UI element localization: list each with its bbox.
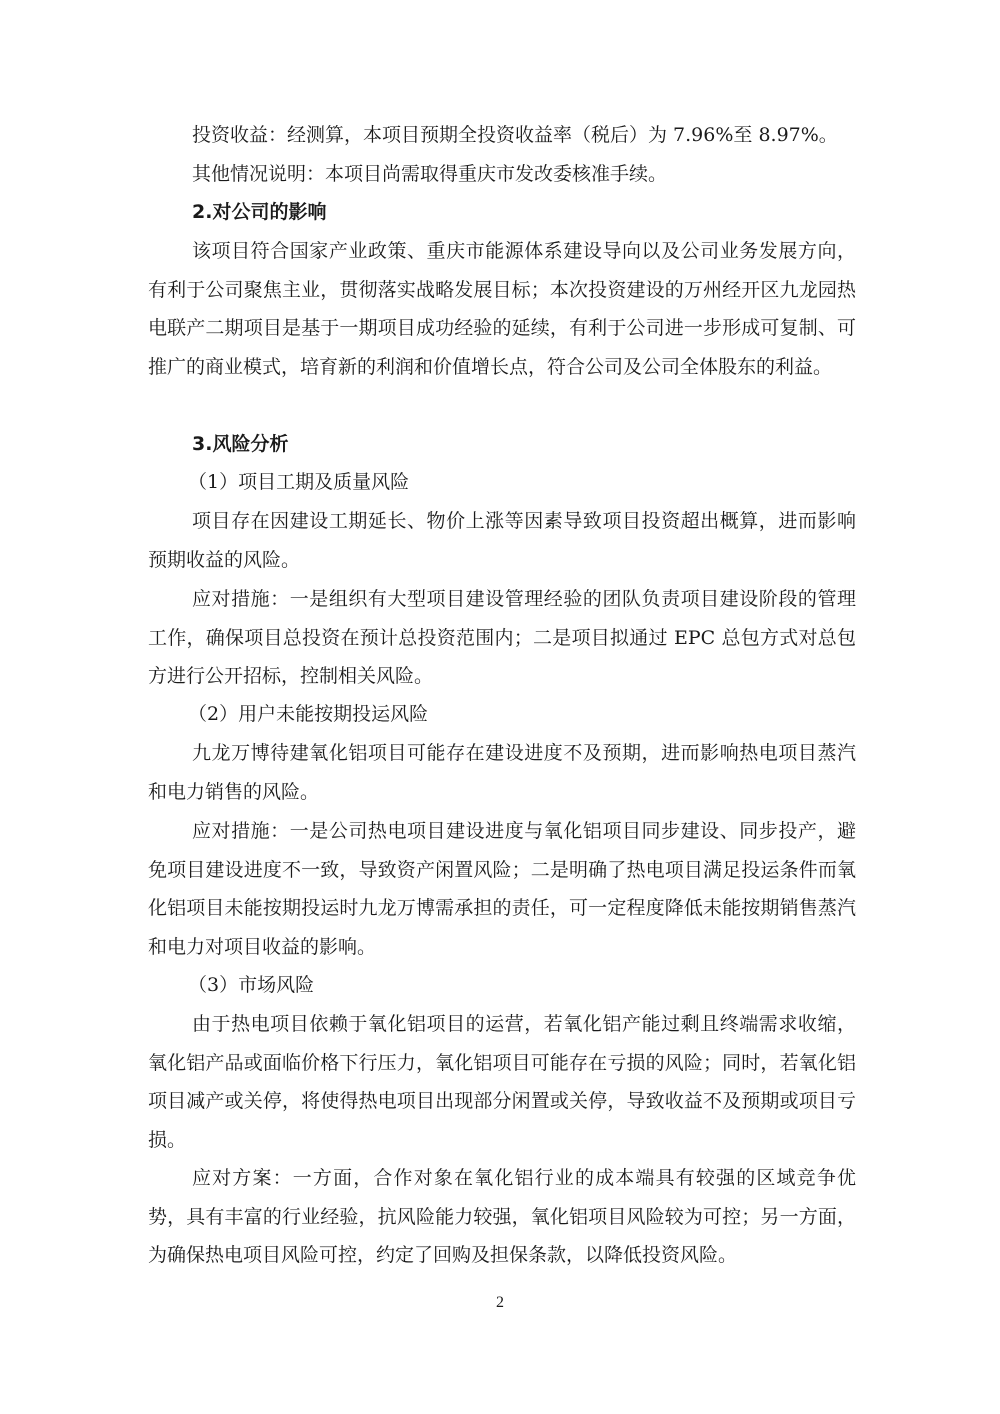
section-heading-company-impact: 2.对公司的影响 bbox=[192, 201, 327, 223]
user-delay-measures-paragraph: 应对措施：一是公司热电项目建设进度与氧化铝项目同步建设、同步投产，避免项目建设进度不一致，导致资产闲置风险；二是明确了热电项目满足投运条件而氧化铝项目未能按期投运时九龙万博需承担的责任，可一定程度降低未能按期销售蒸汽和电力对项目收益的影响。 bbox=[148, 820, 856, 958]
section-heading-risk-analysis: 3.风险分析 bbox=[192, 433, 289, 455]
subsection-heading-schedule-quality-risk: （1）项目工期及质量风险 bbox=[188, 471, 410, 493]
company-impact-paragraph: 该项目符合国家产业政策、重庆市能源体系建设导向以及公司业务发展方向，有利于公司聚焦主业，贯彻落实战略发展目标；本次投资建设的万州经开区九龙园热电联产二期项目是基于一期项目成功经验的延续，有利于公司进一步形成可复制、可推广的商业模式，培育新的利润和价值增长点，符合公司及公司全体股东的利益。 bbox=[148, 240, 856, 378]
market-risk-plan-paragraph: 应对方案：一方面，合作对象在氧化铝行业的成本端具有较强的区域竞争优势，具有丰富的行业经验，抗风险能力较强，氧化铝项目风险较为可控；另一方面，为确保热电项目风险可控，约定了回购及担保条款，以降低投资风险。 bbox=[148, 1167, 856, 1266]
user-delay-risk-paragraph: 九龙万博待建氧化铝项目可能存在建设进度不及预期，进而影响热电项目蒸汽和电力销售的风险。 bbox=[148, 742, 856, 803]
subsection-heading-user-delay-risk: （2）用户未能按期投运风险 bbox=[188, 703, 429, 725]
schedule-risk-measures-paragraph: 应对措施：一是组织有大型项目建设管理经验的团队负责项目建设阶段的管理工作，确保项目总投资在预计总投资范围内；二是项目拟通过 EPC 总包方式对总包方进行公开招标，控制相关风险。 bbox=[148, 588, 856, 687]
subsection-heading-market-risk: （3）市场风险 bbox=[188, 974, 315, 996]
page-number: 2 bbox=[496, 1294, 504, 1311]
market-risk-paragraph: 由于热电项目依赖于氧化铝项目的运营，若氧化铝产能过剩且终端需求收缩，氧化铝产品或面临价格下行压力，氧化铝项目可能存在亏损的风险；同时，若氧化铝项目减产或关停，将使得热电项目出现部分闲置或关停，导致收益不及预期或项目亏损。 bbox=[148, 1013, 856, 1151]
other-notes-paragraph: 其他情况说明：本项目尚需取得重庆市发改委核准手续。 bbox=[192, 163, 668, 185]
schedule-risk-paragraph: 项目存在因建设工期延长、物价上涨等因素导致项目投资超出概算，进而影响预期收益的风险。 bbox=[148, 510, 856, 571]
investment-return-paragraph: 投资收益：经测算，本项目预期全投资收益率（税后）为 7.96%至 8.97%。 bbox=[192, 124, 838, 146]
